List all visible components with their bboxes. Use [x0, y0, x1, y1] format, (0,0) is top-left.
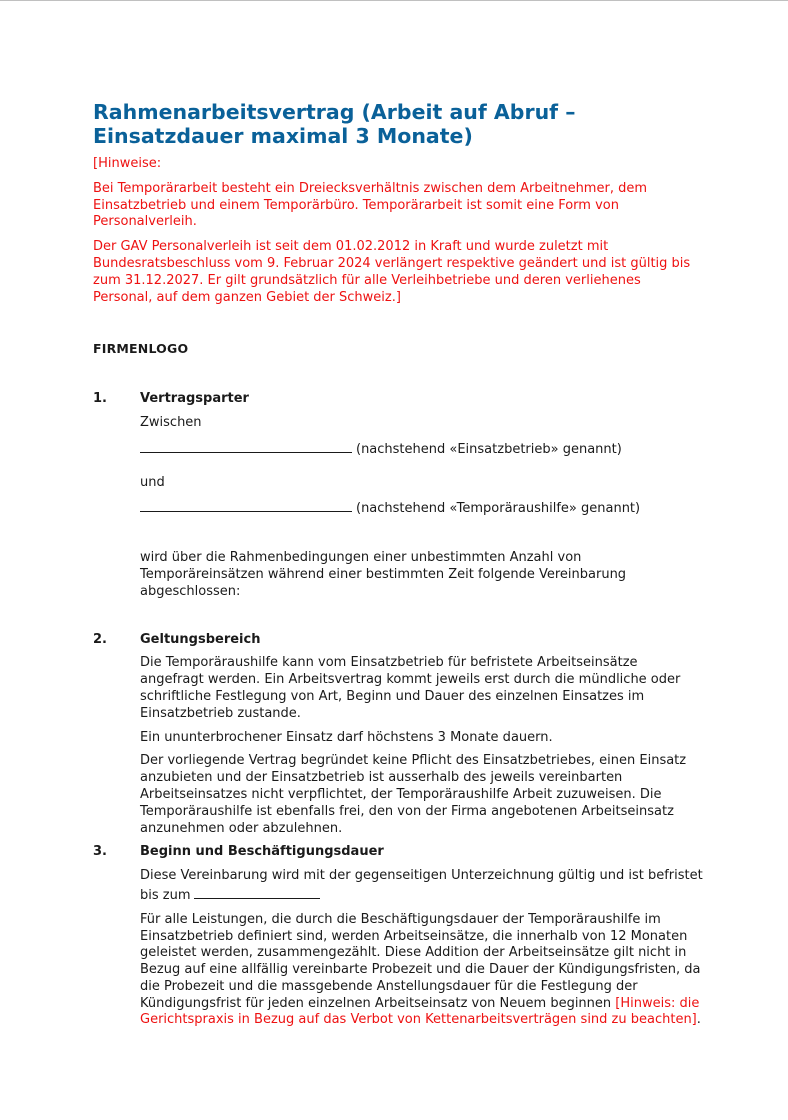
end-date-blank-field[interactable]	[194, 885, 320, 899]
section-heading	[93, 631, 703, 649]
section-3	[93, 844, 703, 1029]
section-paragraph: Die Temporäraushilfe kann vom Einsatzbetrieb für befristete Arbeitseinsätze angefragt werden. Ein Arbeitsvertrag kommt jeweils erst durch die mündliche oder schriftliche Festlegung von Art, Beginn und Dauer des einzelnen Einsatzes im Einsatzbetrieb zustande.	[140, 655, 681, 721]
party-1-blank-field[interactable]	[140, 439, 352, 453]
section-title: Vertragsparter	[140, 391, 249, 407]
section-paragraph: Der vorliegende Vertrag begründet keine Pflicht des Einsatzbetriebes, einen Einsatz anzubieten und der Einsatzbetrieb ist ausserhalb des jeweils vereinbarten Arbeitseinsatzes nicht verpflichtet, der Temporäraushilfe Arbeit zuzuweisen. Die Temporäraushilfe ist ebenfalls frei, den von der Firma angebotenen Arbeitseinsatz anzunehmen oder abzulehnen.	[140, 753, 687, 836]
between-label: Zwischen	[140, 414, 202, 430]
section-heading	[93, 391, 703, 408]
section-1	[93, 391, 703, 600]
section-title: Beginn und Beschäftigungsdauer	[140, 844, 384, 860]
section-title: Geltungsbereich	[140, 631, 261, 647]
section-number: 2.	[93, 631, 107, 647]
logo-placeholder: FIRMENLOGO	[93, 341, 189, 357]
and-label: und	[140, 474, 165, 490]
section-heading	[93, 844, 703, 861]
agreement-intro: wird über die Rahmenbedingungen einer unbestimmten Anzahl von Temporäreinsätzen während einer bestimmten Zeit folgende Vereinbarung abgeschlossen:	[140, 550, 627, 599]
section-paragraph	[140, 868, 703, 905]
page-top-border	[0, 0, 788, 1]
party-1-row	[140, 439, 703, 459]
duration-text: Für alle Leistungen, die durch die Beschäftigungsdauer der Temporäraushilfe im Einsatzbetrieb definiert sind, werden Arbeitseinsätze, die innerhalb von 12 Monaten geleistet werden, zusammengezählt. Diese Addition der Arbeitseinsätze gilt nicht in Bezug auf eine allfällig vereinbarte Probezeit und die Dauer der Kündigungsfristen, da die Probezeit und die massgebende Anstellungsdauer für die Festlegung der Kündigungsfrist für jeden einzelnen Arbeitseinsatz von Neuem beginnen	[140, 911, 701, 1011]
hint-inline: [Hinweis: die Gerichtspraxis in Bezug auf das Verbot von Kettenarbeitsverträgen sind zu beachten]	[140, 995, 700, 1028]
hint-paragraph-2: Der GAV Personalverleih ist seit dem 01.02.2012 in Kraft und wurde zuletzt mit Bundesratsbeschluss vom 9. Februar 2024 verlängert respektive geändert und ist gültig bis zum 31.12.2027. Er gilt grundsätzlich für alle Verleihbetriebe und deren verliehenes Personal, auf dem ganzen Gebiet der Schweiz.]	[93, 239, 691, 305]
section-2	[93, 632, 703, 838]
party-1-label: (nachstehend «Einsatzbetrieb» genannt)	[356, 441, 622, 457]
section-number: 3.	[93, 844, 107, 860]
party-2-label: (nachstehend «Temporäraushilfe» genannt)	[356, 501, 641, 517]
hint-paragraph-1: Bei Temporärarbeit besteht ein Dreiecksverhältnis zwischen dem Arbeitnehmer, dem Einsatzbetrieb und einem Temporärbüro. Temporärarbeit ist somit eine Form von Personalverleih.	[93, 180, 647, 230]
document-page	[93, 100, 703, 1029]
paragraph-end: .	[696, 1012, 701, 1028]
party-2-row	[140, 498, 703, 518]
validity-text: Diese Vereinbarung wird mit der gegenseitigen Unterzeichnung gültig und ist befristet bis zum	[140, 868, 703, 903]
section-number: 1.	[93, 391, 107, 407]
party-2-blank-field[interactable]	[140, 498, 352, 512]
section-paragraph	[140, 912, 703, 1030]
hints-heading: [Hinweise:	[93, 156, 162, 171]
section-paragraph: Ein ununterbrochener Einsatz darf höchstens 3 Monate dauern.	[140, 729, 553, 745]
document-title: Rahmenarbeitsvertrag (Arbeit auf Abruf – Einsatzdauer maximal 3 Monate)	[93, 100, 576, 148]
